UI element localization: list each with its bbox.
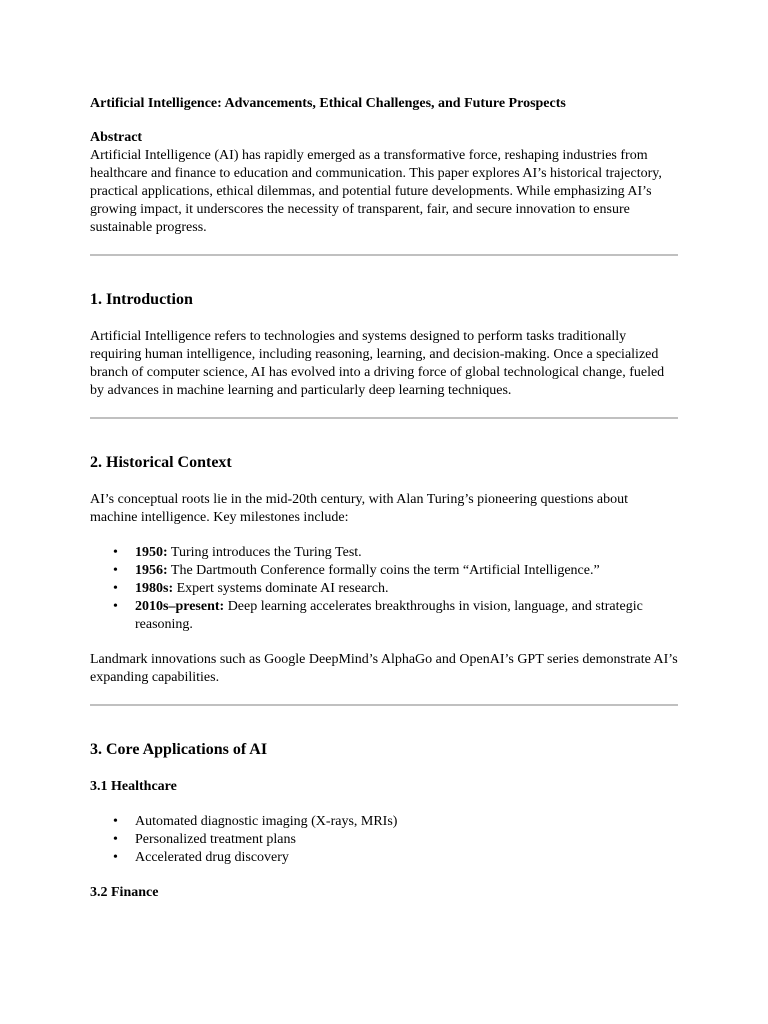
milestone-text: Expert systems dominate AI research. bbox=[173, 581, 389, 596]
list-item: • Accelerated drug discovery bbox=[135, 849, 678, 867]
milestone-label: 1950: bbox=[135, 545, 168, 560]
milestone-list bbox=[90, 544, 678, 634]
introduction-section bbox=[90, 290, 678, 400]
history-heading: 2. Historical Context bbox=[90, 454, 232, 471]
finance-heading: 3.2 Finance bbox=[90, 885, 159, 900]
milestone-text: Turing introduces the Turing Test. bbox=[167, 545, 362, 560]
milestone-text: Deep learning accelerates breakthroughs in vision, language, and strategic reasoning. bbox=[135, 599, 643, 632]
introduction-text: Artificial Intelligence refers to technologies and systems designed to perform tasks traditionally requiring human intelligence, including reasoning, learning, and decision-making. Once a specialized branch of computer science, AI has evolved into a driving force of global technological change, fueled by advances in machine learning and particularly deep learning techniques. bbox=[90, 329, 665, 398]
section-divider bbox=[90, 704, 678, 706]
abstract-section bbox=[90, 129, 678, 237]
list-item: • Automated diagnostic imaging (X-rays, MRIs) bbox=[135, 813, 678, 831]
milestone-label: 1956: bbox=[135, 563, 168, 578]
list-item bbox=[135, 598, 678, 634]
healthcare-list bbox=[90, 813, 678, 867]
introduction-heading: 1. Introduction bbox=[90, 291, 193, 308]
list-item bbox=[135, 544, 678, 562]
abstract-heading: Abstract bbox=[90, 130, 143, 145]
history-section bbox=[90, 453, 678, 687]
milestone-text: The Dartmouth Conference formally coins the term “Artificial Intelligence.” bbox=[167, 563, 600, 578]
milestone-label: 1980s: bbox=[135, 581, 174, 596]
document-title: Artificial Intelligence: Advancements, Ethical Challenges, and Future Prospects bbox=[90, 96, 566, 111]
applications-section bbox=[90, 740, 678, 902]
healthcare-heading: 3.1 Healthcare bbox=[90, 779, 177, 794]
section-divider bbox=[90, 254, 678, 256]
history-intro: AI’s conceptual roots lie in the mid-20th century, with Alan Turing’s pioneering questions about machine intelligence. Key milestones include: bbox=[90, 492, 629, 525]
section-divider bbox=[90, 417, 678, 419]
abstract-text: Artificial Intelligence (AI) has rapidly emerged as a transformative force, reshaping industries from healthcare and finance to education and communication. This paper explores AI’s historical trajectory, practical applications, ethical dilemmas, and potential future developments. While emphasizing AI’s growing impact, it underscores the necessity of transparent, fair, and secure innovation to ensure sustainable progress. bbox=[90, 148, 662, 235]
history-closing: Landmark innovations such as Google DeepMind’s AlphaGo and OpenAI’s GPT series demonstrate AI’s expanding capabilities. bbox=[90, 652, 678, 685]
milestone-label: 2010s–present: bbox=[135, 599, 225, 614]
list-item: • Personalized treatment plans bbox=[135, 831, 678, 849]
list-item bbox=[135, 580, 678, 598]
applications-heading: 3. Core Applications of AI bbox=[90, 741, 268, 758]
list-item bbox=[135, 562, 678, 580]
